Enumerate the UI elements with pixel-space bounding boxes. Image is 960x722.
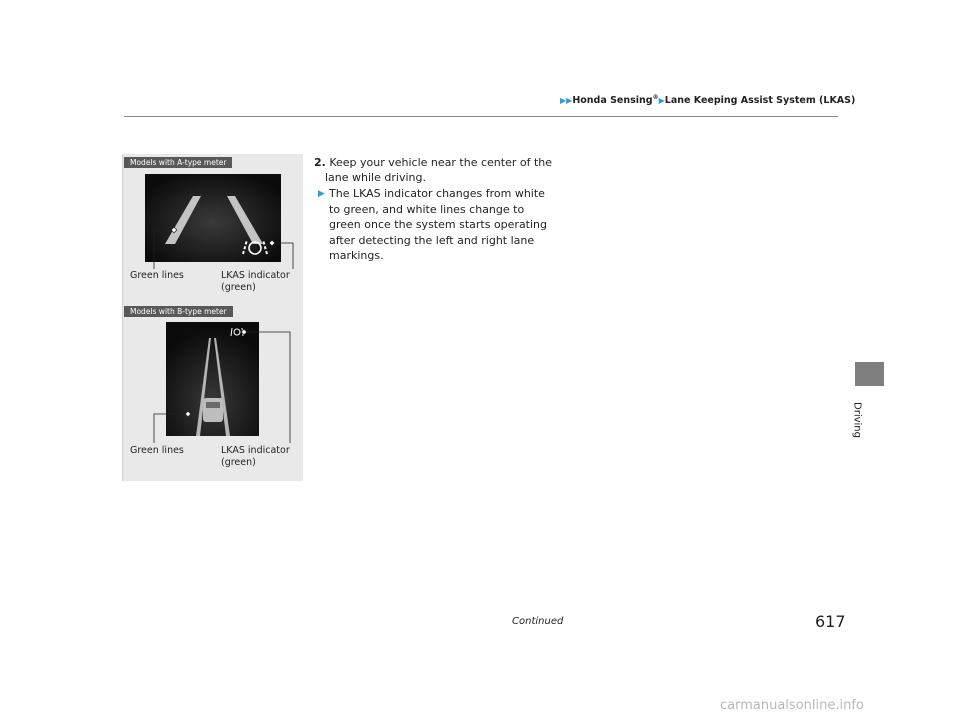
step-text-line-1: Keep your vehicle near the center of the	[329, 156, 553, 169]
registered-mark: ®	[652, 94, 659, 101]
figure-a-lkas-label: LKAS indicator	[221, 270, 290, 281]
figure-b-lkas-label-green: (green)	[221, 457, 256, 468]
step-2	[314, 155, 559, 185]
result-line-1: The LKAS indicator changes from white	[329, 187, 545, 200]
breadcrumb-item-honda-sensing: Honda Sensing	[572, 95, 653, 107]
result-line-5: markings.	[329, 249, 384, 262]
breadcrumb-item-lkas: Lane Keeping Assist System (LKAS)	[664, 95, 856, 107]
continued-label: Continued	[512, 616, 564, 627]
result-line-3: green once the system starts operating	[329, 218, 548, 231]
figure-b-lkas-label: LKAS indicator	[221, 445, 290, 456]
result-arrow-icon: ▶	[318, 189, 325, 199]
figure-b-tag: Models with B-type meter	[124, 306, 233, 317]
step-number: 2.	[314, 156, 326, 169]
figure-a-tag: Models with A-type meter	[124, 157, 232, 168]
chapter-tab	[855, 362, 884, 386]
result-line-4: after detecting the left and right lane	[329, 233, 535, 247]
result-line-2: to green, and white lines change to	[329, 202, 525, 216]
figure-b-green-lines-label: Green lines	[130, 445, 184, 456]
figure-a-green-lines-label: Green lines	[130, 270, 184, 281]
watermark: carmanualsonline.info	[720, 698, 864, 713]
breadcrumb-arrow-icon: ▶▶	[560, 96, 573, 106]
figure-a-lkas-label-green: (green)	[221, 282, 256, 293]
page-number: 617	[815, 612, 846, 631]
breadcrumb-arrow-icon: ▶	[658, 96, 665, 106]
step-text-line-2: lane while driving.	[325, 171, 426, 184]
chapter-label: Driving	[851, 402, 863, 438]
